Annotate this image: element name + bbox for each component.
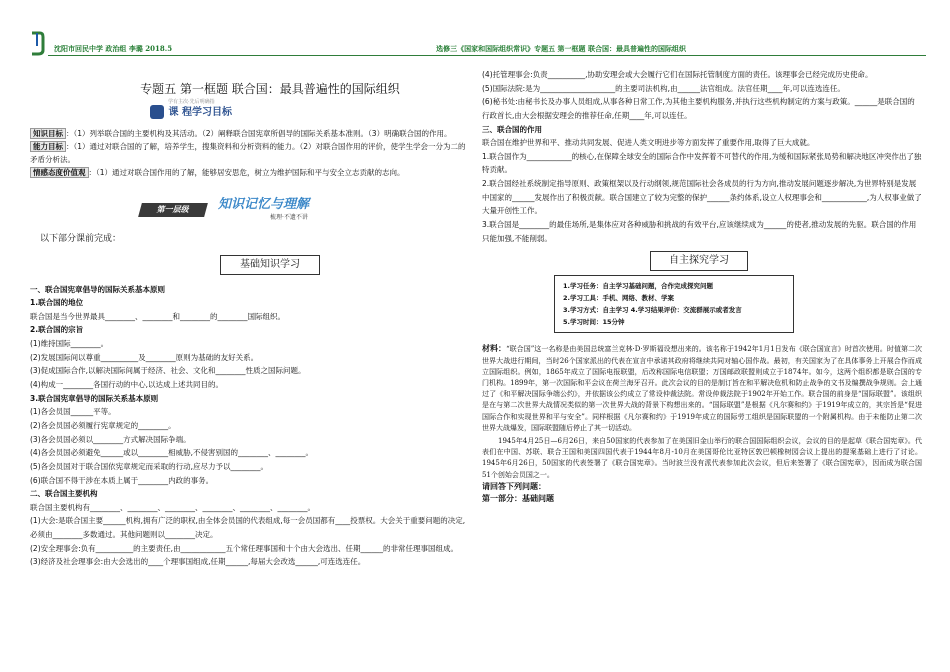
content-line: (1)维持国际________。 bbox=[30, 339, 109, 349]
content-line: (2)安全理事会:负有__________的主要责任,由____________五个常任理事国和十个由大会选出、任期______的非常任理事国组成。 bbox=[30, 543, 459, 553]
section-heading: 二、联合国主要机构 bbox=[30, 489, 98, 499]
goal-knowledge: 知识目标 ：（1）列举联合国的主要机构及其活动。（2）阐释联合国宪章所倡导的国际关系基本准则。（3）明确联合国的作用。 bbox=[30, 127, 470, 140]
content-line: (6)秘书处:由秘书长及办事人员组成,从事各种日常工作,为其他主要机构服务,并执行这些机构制定的方案与政策。______是联合国的行政首长,由大会根据安理会的推荐任命,任期____年,可以连任。 bbox=[482, 97, 915, 120]
content-line: (3)促成国际合作,以解决国际间属于经济、社会、文化和________性质之国际问题。 bbox=[30, 366, 306, 376]
task-line: 5.学习时间：15分钟 bbox=[563, 317, 625, 326]
left-content-lines bbox=[30, 283, 470, 569]
task-line: 3.学习方式：自主学习 4.学习结果评价：交流群展示或者发言 bbox=[563, 305, 742, 314]
content-line: 联合国主要机构有________、________、________、________、________、________。 bbox=[30, 502, 315, 512]
page-header bbox=[28, 30, 926, 60]
goal-attitude: 情感态度价值观 ：（1）通过对联合国作用的了解，能够居安思危，树立为维护国际和平与安全立志贡献的志向。 bbox=[30, 166, 470, 179]
right-content-lines bbox=[482, 68, 922, 245]
section-heading: 一、联合国宪章倡导的国际关系基本原则 bbox=[30, 284, 165, 294]
section-heading: 3.联合国宪章倡导的国际关系基本原则 bbox=[30, 393, 159, 403]
question-prompt: 请回答下列问题： bbox=[482, 481, 546, 491]
book-icon bbox=[150, 105, 164, 119]
level-title: 知识记忆与理解 bbox=[218, 197, 310, 213]
content-line: (5)各会员国对于联合国依宪章规定而采取的行动,应尽力予以________。 bbox=[30, 461, 269, 471]
question-part-one: 第一部分：基础问题 bbox=[482, 494, 554, 504]
content-line: (1)各会员国______平等。 bbox=[30, 407, 116, 417]
content-line: 2.联合国经社系统制定指导原则、政策框架以及行动纲领,规范国际社会各成员的行为方向,推动发展问题逐步解决,为世界特别是发展中国家的______发展作出了积极贡献。联合国建立了较为完整的保护______条约体系,设立人权理事会和____________,为人权事业做了大量开创性工作。 bbox=[482, 179, 922, 216]
task-line: 1.学习任务：自主学习基础问题，合作完成探究问题 bbox=[563, 281, 713, 290]
content-line: (2)发展国际间以尊重__________及________原则为基础的友好关系。 bbox=[30, 352, 259, 362]
self-study-title: 自主探究学习 bbox=[650, 251, 748, 271]
section-heading: 三、联合国的作用 bbox=[482, 124, 542, 134]
basic-knowledge-title: 基础知识学习 bbox=[220, 255, 320, 275]
level-label: 第一层级 bbox=[138, 203, 208, 217]
content-line: (1)大会:是联合国主要______机构,拥有广泛的职权,由全体会员国的代表组成,每一会员国都有____投票权。大会关于重要问题的决定,必须由________多数通过。其他问题则以________决定。 bbox=[30, 516, 466, 540]
left-column bbox=[30, 68, 470, 569]
material-label: 材料： bbox=[482, 343, 507, 353]
task-line: 2.学习工具：手机、网络、教材、学案 bbox=[563, 293, 674, 302]
content-line: 联合国在维护世界和平、推动共同发展、促进人类文明进步等方面发挥了重要作用,取得了巨大成就。 bbox=[482, 138, 815, 148]
content-line: (3)经济及社会理事会:由大会选出的____个理事国组成,任期______,每届大会改选______,可连选连任。 bbox=[30, 557, 366, 567]
content-line: (5)国际法院:是为____________________的主要司法机构,由______法官组成。法官任期____年,可以连选连任。 bbox=[482, 83, 845, 93]
instruction-text: 以下部分课前完成： bbox=[40, 234, 122, 245]
content-line: (2)各会员国必须履行宪章规定的________。 bbox=[30, 420, 176, 430]
level-banner bbox=[140, 195, 370, 221]
course-title: 选修三《国家和国际组织常识》专题五 第一框题 联合国：最具普遍性的国际组织 bbox=[436, 44, 686, 53]
content-line: (4)托管理事会:负责__________,协助安理会或大会履行它们在国际托管制度方面的责任。该理事会已经完成历史使命。 bbox=[482, 70, 873, 79]
section-heading: 1.联合国的地位 bbox=[30, 298, 84, 308]
goal-ability: 能力目标 ：（1）通过对联合国的了解，培养学生，搜集资料和分析资料的能力。（2）对联合国作用的评价，使学生学会一分为二的矛盾分析法。 bbox=[30, 141, 466, 164]
goals-banner bbox=[150, 98, 470, 121]
content-line: 1.联合国作为____________的核心,在保障全球安全的国际合作中发挥着不可替代的作用,为缓和国际紧张局势和解决地区冲突作出了独特贡献。 bbox=[482, 151, 922, 175]
level-subtitle: 梳理·不遗不讲 bbox=[270, 214, 308, 222]
material-paragraph-2: 1945年4月25日—6月26日，来自50国家的代表参加了在美国旧金山举行的联合国国际组织会议，会议的目的是起草《联合国宪章》。代表们在中国、苏联、联合王国和美国四国代表于1944年8月-10月在美国哥伦比亚特区敦巴顿橡树园会议上提出的提案基础上进行了讨论。1945年6月26日，50国家的代表签署了《联合国宪章》。当时波兰没有派代表参加此次会议，但后来签署了《联合国宪章》，因而成为联合国51个创始会员国之一。 bbox=[482, 437, 922, 479]
content-line: (6)联合国不得干涉在本质上属于________内政的事务。 bbox=[30, 475, 214, 485]
content-line: 3.联合国是________的最佳场所,是集体应对各种威胁和挑战的有效平台,应该继续成为______的使者,推动发展的先驱。联合国的作用只能加强,不能削弱。 bbox=[482, 220, 917, 243]
header-rule bbox=[48, 55, 926, 56]
goals-banner-small: 学有主次·先后明确指 bbox=[168, 98, 215, 105]
right-column bbox=[482, 68, 922, 506]
content-line: (3)各会员国必须以________方式解决国际争端。 bbox=[30, 434, 191, 444]
school-name: 沈阳市回民中学 政治组 李璐 2018.5 bbox=[54, 44, 173, 53]
goals-banner-text: 课 程学习目标 bbox=[168, 106, 233, 118]
task-box bbox=[554, 275, 794, 333]
goals-block bbox=[30, 127, 470, 180]
page-title: 专题五 第一框题 联合国：最具普遍性的国际组织 bbox=[140, 82, 400, 96]
material-paragraph: 材料：“联合国”这一名称是由美国总统富兰克林·D·罗斯福设想出来的。该名称于1942年1月1日发布《联合国宣言》时首次使用。时值第二次世界大战进行期间，当时26个国家派出的代表在宣言中承诺其政府将继续共同对轴心国作战。最初，有关国家为了在具体事务上开展合作而成立国际组织。例如，1865年成立了国际电报联盟，后改称国际电信联盟；万国邮政联盟则成立于1874年。如今，这两个组织都是联合国的专门机构。1899年，第一次国际和平会议在荷兰海牙召开。此次会议的目的是制订旨在和平解决危机和防止战争的文书及编撰战争规则。会上通过了《和平解决国际争端公约》，并依据该公约成立了常设仲裁法院。常设仲裁法院于1902年开始工作。联合国的前身是“国际联盟”。该组织是在与第二次世界大战情况类似的第一次世界大战的背景下构想出来的。“国际联盟”是根据《凡尔赛和约》于1919年成立的，其宗旨是“促进国际合作和实现世界和平与安全”。同样根据《凡尔赛和约》于1919年成立的国际劳工组织是国际联盟的一个附属机构。由于未能防止第二次世界大战爆发，国际联盟随后停止了其一切活动。 bbox=[482, 343, 922, 432]
content-line: (4)构成一________各国行动的中心,以达成上述共同目的。 bbox=[30, 380, 224, 390]
section-heading: 2.联合国的宗旨 bbox=[30, 325, 84, 335]
content-line: 联合国是当今世界最具________、________和________的________国际组织。 bbox=[30, 311, 285, 321]
school-logo-icon bbox=[28, 30, 48, 56]
content-line: (4)各会员国必须避免______或以________相威胁,不侵害别国的________、________。 bbox=[30, 448, 314, 458]
